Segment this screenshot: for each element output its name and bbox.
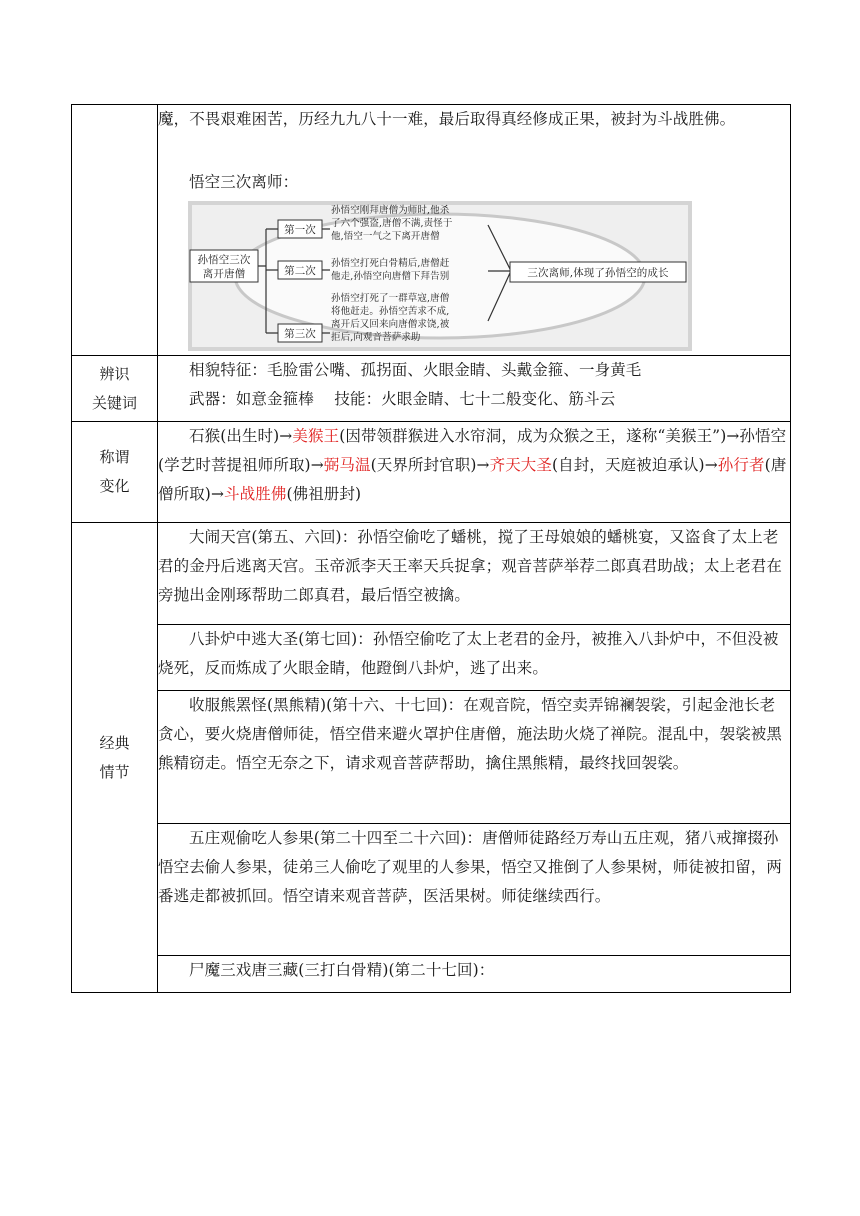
- diagram-heading: 悟空三次离师：: [189, 173, 299, 191]
- diagram-root-line2: 离开唐僧: [202, 268, 246, 280]
- identify-cell: [158, 356, 791, 422]
- branch3-desc-3: 离开后又回来向唐僧求饶,被: [331, 319, 450, 330]
- plot-cell: [158, 691, 791, 824]
- branch3-desc-1: 孙悟空打死了一群草寇,唐僧: [331, 293, 450, 304]
- branch-label-2: 第二次: [284, 265, 316, 277]
- row-plot-1: [72, 523, 791, 625]
- plot-text: 大闹天宫(第五、六回)：孙悟空偷吃了蟠桃，搅了王母娘娘的蟠桃宴，又盗食了太上老君的金丹后逃离天宫。玉帝派李天王率天兵捉拿；观音菩萨举荐二郎真君助战；太上老君在旁抛出金刚琢帮助二郎真君，最后悟空被擒。: [158, 528, 783, 604]
- names-cell: [158, 422, 791, 523]
- row-plot-3: [72, 691, 791, 824]
- row-identify: [72, 356, 791, 422]
- name-highlight: 孙行者: [717, 456, 765, 474]
- diagram-root-line1: 孙悟空三次: [197, 254, 251, 266]
- name-highlight: 美猴王: [292, 427, 340, 445]
- identify-label: [72, 356, 158, 422]
- plot-text: 尸魔三戏唐三藏(三打白骨精)(第二十七回)：: [189, 961, 495, 979]
- row-plot-4: [72, 824, 791, 956]
- branch1-desc-2: 了六个强盗,唐僧不满,责怪于: [331, 218, 453, 229]
- intro-text: 魔，不畏艰难困苦，历经九九八十一难，最后取得真经修成正果，被封为斗战胜佛。: [158, 110, 736, 128]
- names-label-line2: 变化: [99, 477, 130, 495]
- row-intro: [72, 105, 791, 356]
- branch2-desc-2: 他走,孙悟空向唐僧下拜告别: [331, 271, 450, 282]
- branch-label-1: 第一次: [284, 224, 316, 236]
- name-seg: (天界所封官职)→: [370, 456, 490, 474]
- weapon-skill-text: 武器：如意金箍棒 技能：火眼金睛、七十二般变化、筋斗云: [189, 390, 616, 408]
- name-seg: (唐僧所取)→: [158, 456, 787, 503]
- plot-cell: [158, 956, 791, 993]
- plot-cell: [158, 824, 791, 956]
- name-highlight: 弼马温: [323, 456, 371, 474]
- identify-label-line1: 辨识: [99, 364, 130, 383]
- plot-text: 收服熊罴怪(黑熊精)(第十六、十七回)：在观音院，悟空卖弄锦襕袈裟，引起金池长老贪心，要火烧唐僧师徒，悟空借来避火罩护住唐僧，施法助火烧了禅院。混乱中，袈裟被黑熊精窃走。悟空无奈之下，请求观音菩萨帮助，擒住黑熊精，最终找回袈裟。: [158, 696, 783, 772]
- intro-cell: [158, 105, 791, 356]
- names-label-line1: 称谓: [99, 448, 130, 466]
- plot-cell: [158, 523, 791, 625]
- name-seg: 石猴(出生时)→: [189, 427, 293, 445]
- names-label: [72, 422, 158, 523]
- classic-label-line1: 经典: [99, 733, 130, 752]
- empty-label-cell: [72, 105, 158, 356]
- row-plot-2: [72, 625, 791, 691]
- branch2-desc-1: 孙悟空打死白骨精后,唐僧赶: [331, 258, 450, 269]
- name-highlight: 齐天大圣: [489, 456, 552, 474]
- diagram-conclusion: 三次离师,体现了孙悟空的成长: [527, 267, 669, 279]
- classic-label-line2: 情节: [99, 762, 130, 781]
- row-names: [72, 422, 791, 523]
- plot-text: 五庄观偷吃人参果(第二十四至二十六回)：唐僧师徒路经万寿山五庄观，猪八戒撺掇孙悟空去偷人参果，徒弟三人偷吃了观里的人参果，悟空又推倒了人参果树，师徒被扣留，两番逃走都被抓回。悟空请来观音菩萨，医活果树。师徒继续西行。: [158, 829, 783, 905]
- branch-label-3: 第三次: [284, 328, 316, 340]
- departure-diagram: [188, 201, 692, 351]
- classic-label: [72, 523, 158, 993]
- plot-cell: [158, 625, 791, 691]
- name-seg: (佛祖册封): [286, 485, 362, 503]
- name-seg: (自封，天庭被迫承认)→: [552, 456, 718, 474]
- name-highlight: 斗战胜佛: [224, 485, 287, 503]
- branch1-desc-3: 他,悟空一气之下离开唐僧: [331, 231, 440, 242]
- info-table: [71, 104, 791, 993]
- names-text: [158, 422, 790, 509]
- appearance-text: 相貌特征：毛脸雷公嘴、孤拐面、火眼金睛、头戴金箍、一身黄毛: [189, 361, 642, 379]
- plot-text: 八卦炉中逃大圣(第七回)：孙悟空偷吃了太上老君的金丹，被推入八卦炉中，不但没被烧死，反而炼成了火眼金睛，他蹬倒八卦炉，逃了出来。: [158, 630, 779, 677]
- branch1-desc-1: 孙悟空刚拜唐僧为师时,他杀: [331, 205, 450, 216]
- branch3-desc-2: 将他赶走。孙悟空苦求不成,: [331, 306, 450, 317]
- row-plot-5: [72, 956, 791, 993]
- identify-label-line2: 关键词: [91, 393, 137, 412]
- name-seg: (因带领群猴进入水帘洞，成为众猴之王，遂称“美猴王”)→孙悟空(学艺时菩提祖师所取)→: [158, 427, 787, 474]
- branch3-desc-4: 拒后,向观音菩萨求助: [331, 332, 421, 343]
